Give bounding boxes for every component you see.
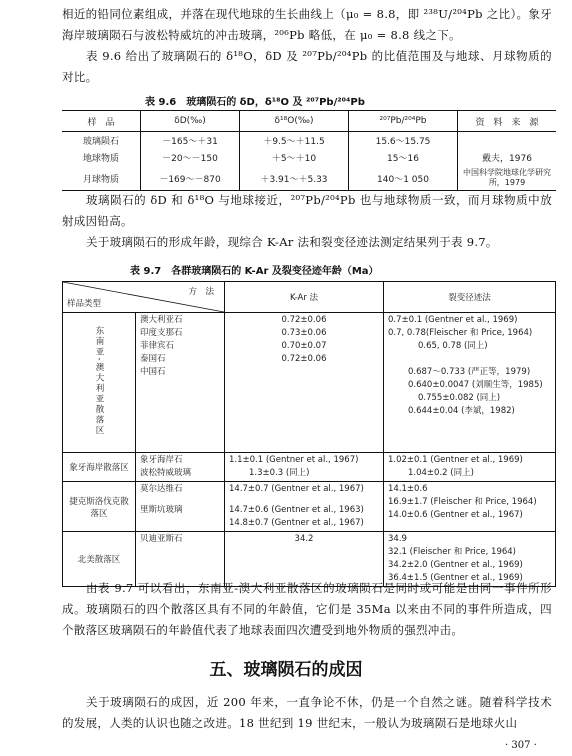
paragraph-text: 玻璃陨石的 δD 和 δ¹⁸O 与地球接近，²⁰⁷Pb/²⁰⁴Pb 也与地球物质一致，而月球物质中放射成因铅高。 xyxy=(62,193,552,228)
paragraph-lead-isotopes xyxy=(62,4,552,88)
region-label: 捷克斯洛伐克散落区 xyxy=(63,482,136,532)
age-value: 1.02±0.1 (Gentner et al., 1969) xyxy=(388,455,523,465)
paragraph-age-conclusion: 由表 9.7 可以看出，东南亚-澳大利亚散落区的玻璃陨石是同时或可能是由同一事件所形成。玻璃陨石的四个散落区具有不同的年龄值，它们是 35Ma 以来由不同的事件所造成，四个散落区玻璃陨石的年龄值代表了地球表面四次遭受到地外物质的强烈冲击。 xyxy=(62,581,552,637)
age-value: 0.70±0.07 xyxy=(281,341,327,351)
sample-name: 里斯坑玻璃 xyxy=(140,505,183,515)
paragraph-origin: 关于玻璃陨石的成因，近 200 年来，一直争论不休，仍是一个自然之谜。随着科学技术的发展，人类的认识也随之改进。18 世纪到 19 世纪末，一般认为玻璃陨石是地球火山 xyxy=(62,695,552,730)
header-dD: δD(‰) xyxy=(141,111,240,132)
cell: 中国科学院地球化学研究所，1979 xyxy=(458,166,557,191)
kar-cell xyxy=(225,482,384,532)
cell: 戴夫，1976 xyxy=(458,149,557,166)
age-value: 14.8±0.7 (Gentner et al., 1967) xyxy=(229,518,364,528)
age-value: 0.7±0.1 (Gentner et al., 1969) xyxy=(388,315,518,325)
header-fission-track: 裂变径迹法 xyxy=(384,282,556,313)
header-sample-type: 样品类型 xyxy=(67,299,102,309)
cell: 15.6～15.75 xyxy=(349,132,458,150)
table-row xyxy=(62,166,556,191)
samples-cell xyxy=(136,453,225,482)
age-value: 14.7±0.7 (Gentner et al., 1967) xyxy=(229,484,364,494)
sample-name: 象牙海岸石 xyxy=(140,455,183,465)
fission-cell xyxy=(384,453,556,482)
header-d18O: δ¹⁸O(‰) xyxy=(240,111,349,132)
table-row xyxy=(63,482,556,532)
header-pb-ratio: ²⁰⁷Pb/²⁰⁴Pb xyxy=(349,111,458,132)
header-kar: K-Ar 法 xyxy=(225,282,384,313)
sample-name: 莫尔达维石 xyxy=(140,484,183,494)
sample-name: 印度支那石 xyxy=(140,328,183,338)
paragraph-text: 表 9.6 给出了玻璃陨石的 δ¹⁸O，δD 及 ²⁰⁷Pb/²⁰⁴Pb 的比值范围及与地球、月球物质的对比。 xyxy=(62,49,552,84)
age-value: 0.73±0.06 xyxy=(281,328,327,338)
age-value: 1.1±0.1 (Gentner et al., 1967) xyxy=(229,455,359,465)
sample-name: 泰国石 xyxy=(140,354,166,364)
paragraph-text: 相近的铅同位素组成，并落在现代地球的生长曲线上（μ₀ = 8.8，即 ²³⁸U/²⁰⁴Pb 之比）。象牙海岸玻璃陨石与波松特威坑的冲击玻璃，²⁰⁶Pb 略低，在 μ₀ = 8.8 线之下。 xyxy=(62,7,552,42)
header-method: 方 法 xyxy=(188,287,214,297)
samples-cell xyxy=(136,482,225,532)
age-value: 36.4±1.5 (Gentner et al., 1969) xyxy=(388,573,523,583)
table-row xyxy=(63,313,556,453)
age-value: 34.9 xyxy=(388,534,407,544)
paragraph-comparison xyxy=(62,190,552,253)
cell: 地球物质 xyxy=(82,154,119,164)
table-9-6-caption: 表 9.6 玻璃陨石的 δD，δ¹⁸O 及 ²⁰⁷Pb/²⁰⁴Pb xyxy=(145,97,365,108)
table-row xyxy=(62,132,556,150)
header-source: 资 料 来 源 xyxy=(458,111,557,132)
cell: －20～－150 xyxy=(141,149,240,166)
cell: 月球物质 xyxy=(62,166,141,191)
cell: ＋5～＋10 xyxy=(240,149,349,166)
age-value: 0.755±0.082 (同上) xyxy=(418,393,501,403)
sample-name: 中国石 xyxy=(140,367,166,377)
table-row xyxy=(63,453,556,482)
sample-name: 菲律宾石 xyxy=(140,341,175,351)
age-value: 14.1±0.6 xyxy=(388,484,428,494)
age-value: 0.65, 0.78 (同上) xyxy=(418,341,488,351)
cell: 140～1 050 xyxy=(349,166,458,191)
age-value: 0.72±0.06 xyxy=(281,354,327,364)
age-value: 1.3±0.3 (同上) xyxy=(249,468,310,478)
fission-cell xyxy=(384,313,556,453)
cell: －165～＋31 xyxy=(141,132,240,150)
age-value: 1.04±0.2 (同上) xyxy=(408,468,474,478)
fission-cell xyxy=(384,482,556,532)
table-corner-header xyxy=(63,282,225,313)
age-value: 0.640±0.0047 (刘顺生等，1985) xyxy=(408,380,543,390)
age-value: 32.1 (Fleischer 和 Price, 1964) xyxy=(388,547,516,557)
region-label: 北美散落区 xyxy=(63,532,136,587)
cell: －169～－870 xyxy=(141,166,240,191)
cell: ＋3.91～＋5.33 xyxy=(240,166,349,191)
sample-name: 贝迪亚斯石 xyxy=(140,534,183,544)
age-value: 0.7, 0.78(Fleischer 和 Price, 1964) xyxy=(388,328,533,338)
age-value: 14.0±0.6 (Gentner et al., 1967) xyxy=(388,510,523,520)
table-header-row xyxy=(62,111,556,132)
age-value: 16.9±1.7 (Fleischer 和 Price, 1964) xyxy=(388,497,537,507)
region-label: 东南亚-澳大利亚散落区 xyxy=(94,325,104,437)
page-number: · 307 · xyxy=(505,740,537,751)
samples-cell xyxy=(136,313,225,453)
age-value: 34.2 xyxy=(294,534,314,544)
age-value: 0.72±0.06 xyxy=(281,315,327,325)
age-value: 14.7±0.6 (Gentner et al., 1963) xyxy=(229,505,364,515)
region-cell xyxy=(63,313,136,453)
region-label: 象牙海岸散落区 xyxy=(63,453,136,482)
cell: 玻璃陨石 xyxy=(82,137,119,147)
cell xyxy=(458,132,557,150)
table-9-7 xyxy=(62,281,556,587)
kar-cell xyxy=(225,453,384,482)
kar-cell xyxy=(225,313,384,453)
cell: ＋9.5～＋11.5 xyxy=(240,132,349,150)
table-row xyxy=(62,149,556,166)
section-heading: 五、玻璃陨石的成因 xyxy=(209,660,363,680)
sample-name: 波松特威玻璃 xyxy=(140,468,192,478)
cell: 15～16 xyxy=(349,149,458,166)
age-value: 34.2±2.0 (Gentner et al., 1969) xyxy=(388,560,523,570)
sample-name: 澳大利亚石 xyxy=(140,315,183,325)
age-value: 0.687～0.733 (严正等，1979) xyxy=(408,367,531,377)
table-9-7-caption: 表 9.7 各群玻璃陨石的 K-Ar 及裂变径迹年龄（Ma） xyxy=(130,266,379,277)
header-sample: 样 品 xyxy=(62,111,141,132)
paragraph-text: 关于玻璃陨石的形成年龄，现综合 K-Ar 法和裂变径迹法测定结果列于表 9.7。 xyxy=(86,235,498,249)
table-9-6 xyxy=(62,110,556,191)
age-value: 0.644±0.04 (李斌，1982) xyxy=(408,406,515,416)
